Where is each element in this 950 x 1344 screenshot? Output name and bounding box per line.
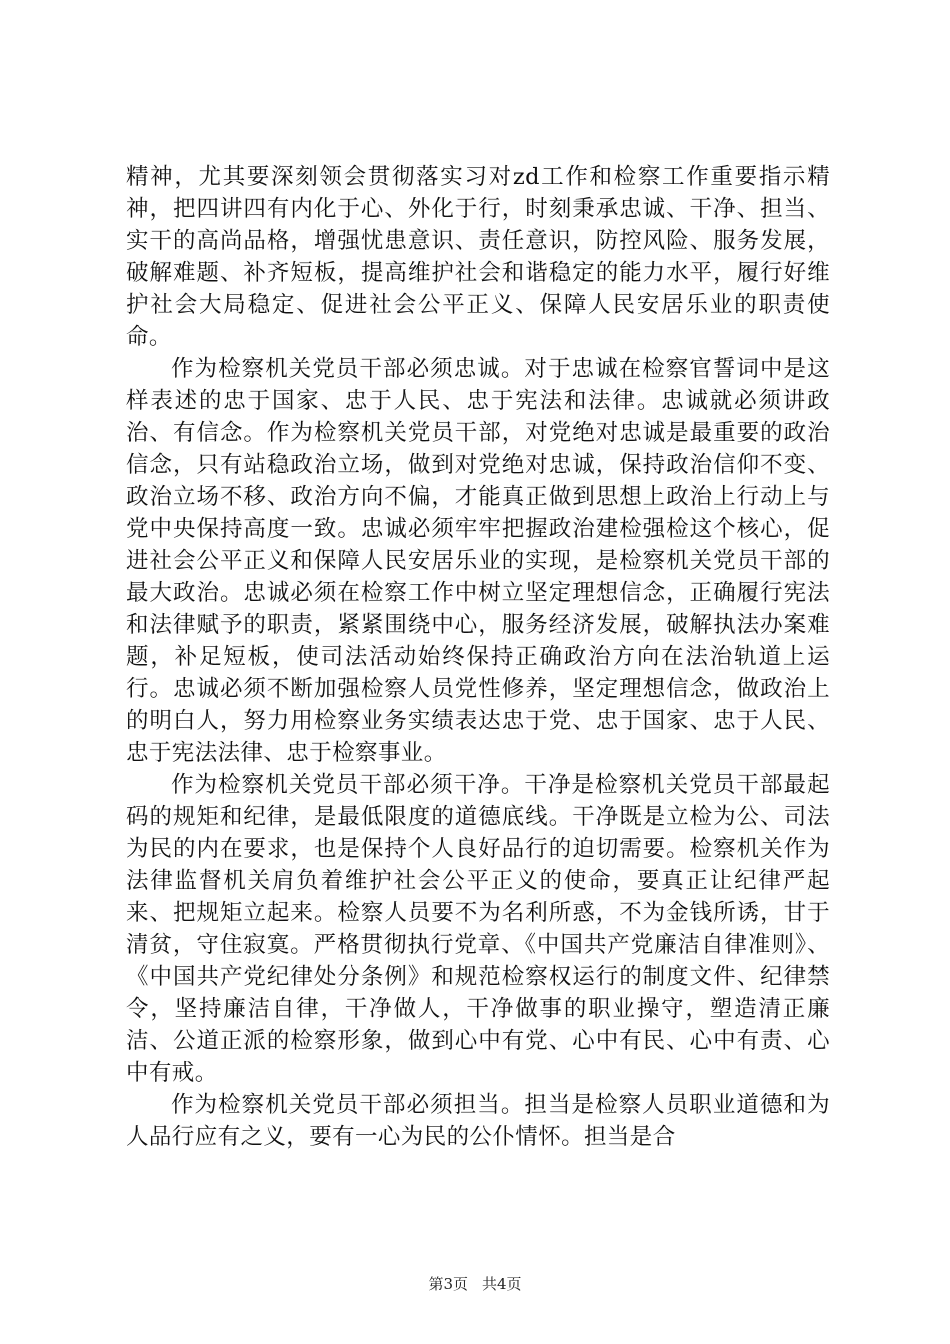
paragraph-loyalty: 作为检察机关党员干部必须忠诚。对于忠诚在检察官誓词中是这样表述的忠于国家、忠于人民、忠于宪法和法律。忠诚就必须讲政治、有信念。作为检察机关党员干部，对党绝对忠诚是最重要的政治信念，只有站稳政治立场，做到对党绝对忠诚，保持政治信仰不变、政治立场不移、政治方向不偏，才能真正做到思想上政治上行动上与党中央保持高度一致。忠诚必须牢牢把握政治建检强检这个核心，促进社会公平正义和保障人民安居乐业的实现，是检察机关党员干部的最大政治。忠诚必须在检察工作中树立坚定理想信念，正确履行宪法和法律赋予的职责，紧紧围绕中心，服务经济发展，破解执法办案难题，补足短板，使司法活动始终保持正确政治方向在法治轨道上运行。忠诚必须不断加强检察人员党性修养，坚定理想信念，做政治上的明白人，努力用检察业务实绩表达忠于党、忠于国家、忠于人民、忠于宪法法律、忠于检察事业。 [126, 356, 830, 766]
paragraph-responsibility: 作为检察机关党员干部必须担当。担当是检察人员职业道德和为人品行应有之义，要有一心为民的公仆情怀。担当是合 [126, 1092, 830, 1150]
page-number: 第3页 [428, 1275, 468, 1293]
page-total: 共4页 [482, 1275, 522, 1293]
paragraph-integrity: 作为检察机关党员干部必须干净。干净是检察机关党员干部最起码的规矩和纪律，是最低限度的道德底线。干净既是立检为公、司法为民的内在要求，也是保持个人良好品行的迫切需要。检察机关作为法律监督机关肩负着维护社会公平正义的使命，要真正让纪律严起来、把规矩立起来。检察人员要不为名利所惑，不为金钱所诱，甘于清贫，守住寂寞。严格贯彻执行党章、《中国共产党廉洁自律准则》、《中国共产党纪律处分条例》和规范检察权运行的制度文件、纪律禁令，坚持廉洁自律，干净做人，干净做事的职业操守，塑造清正廉洁、公道正派的检察形象，做到心中有党、心中有民、心中有责、心中有戒。 [126, 772, 830, 1086]
page-footer [0, 1274, 950, 1294]
paragraph-continuation: 精神，尤其要深刻领会贯彻落实习对zd工作和检察工作重要指示精神，把四讲四有内化于心、外化于行，时刻秉承忠诚、干净、担当、实干的高尚品格，增强忧患意识、责任意识，防控风险、服务发展，破解难题、补齐短板，提高维护社会和谐稳定的能力水平，履行好维护社会大局稳定、促进社会公平正义、保障人民安居乐业的职责使命。 [126, 164, 830, 350]
document-body [126, 161, 830, 1153]
